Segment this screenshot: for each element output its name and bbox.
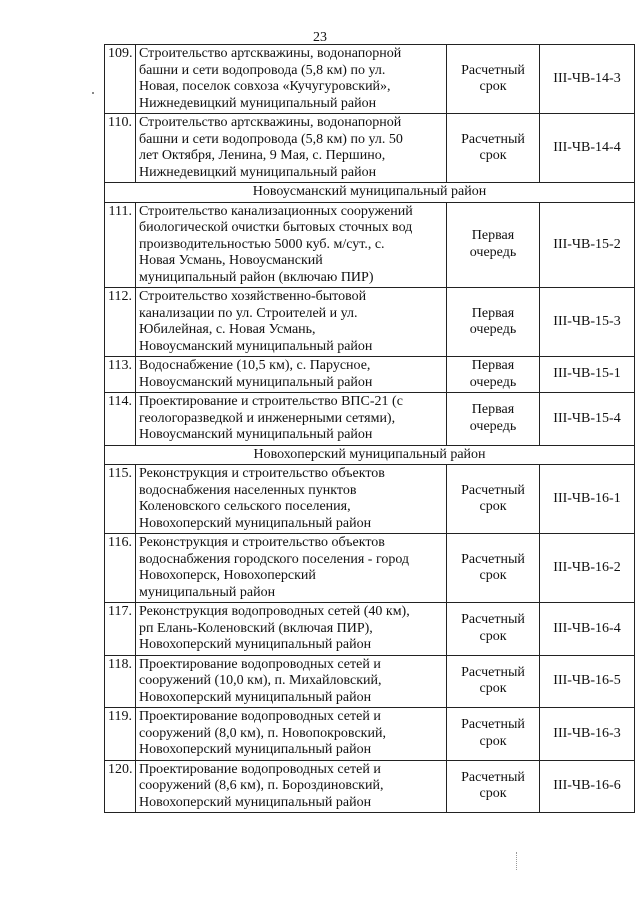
implementation-term	[447, 534, 540, 603]
description-line: башни и сети водопровода (5,8 км) по ул.	[139, 62, 386, 78]
description-line: Реконструкция и строительство объектов	[139, 535, 385, 550]
project-code: III-ЧВ-16-5	[540, 655, 635, 708]
term-line: Расчетный	[461, 62, 525, 78]
project-description	[136, 114, 447, 183]
description-line: Проектирование и строительство ВПС-21 (с	[139, 394, 403, 409]
project-code: III-ЧВ-15-2	[540, 202, 635, 288]
term-line: Первая	[471, 305, 515, 321]
scan-mark	[516, 852, 518, 870]
project-description	[136, 534, 447, 603]
implementation-term	[447, 603, 540, 656]
implementation-term	[447, 202, 540, 288]
implementation-term	[447, 357, 540, 393]
section-title: Новохоперский муниципальный район	[105, 445, 635, 465]
term-line: срок	[479, 786, 507, 802]
table-row	[105, 202, 635, 288]
row-number: 113.	[105, 357, 136, 393]
row-number: 116.	[105, 534, 136, 603]
description-line: Коленовского сельского поселения,	[139, 499, 351, 514]
project-code: III-ЧВ-16-3	[540, 708, 635, 761]
row-number: 119.	[105, 708, 136, 761]
description-line: Строительство артскважины, водонапорной	[139, 115, 402, 130]
project-description	[136, 655, 447, 708]
row-number: 120.	[105, 760, 136, 813]
section-row	[105, 445, 635, 465]
page-number: 23	[313, 30, 327, 45]
description-line: муниципальный район (включаю ПИР)	[139, 269, 374, 285]
project-code: III-ЧВ-14-3	[540, 45, 635, 114]
project-description	[136, 603, 447, 656]
table-row	[105, 708, 635, 761]
implementation-term	[447, 465, 540, 534]
description-line: водоснабжения городского поселения - город	[139, 551, 410, 567]
description-line: Новая, поселок совхоза «Кучугуровский»,	[139, 79, 391, 94]
implementation-term	[447, 288, 540, 357]
row-number: 114.	[105, 393, 136, 446]
description-line: Проектирование водопроводных сетей и	[139, 656, 381, 672]
description-line: водоснабжения населенных пунктов	[139, 482, 357, 498]
term-line: Первая	[471, 228, 515, 244]
project-description	[136, 45, 447, 114]
description-line: геологоразведкой и инженерными сетями),	[139, 410, 396, 426]
description-line: Строительство артскважины, водонапорной	[139, 46, 402, 61]
table-row	[105, 114, 635, 183]
project-description	[136, 393, 447, 446]
description-line: Новохоперский муниципальный район	[139, 515, 372, 531]
row-number: 118.	[105, 655, 136, 708]
project-description	[136, 465, 447, 534]
projects-table	[104, 44, 635, 813]
table-row	[105, 603, 635, 656]
project-code: III-ЧВ-16-6	[540, 760, 635, 813]
description-line: производительностью 5000 куб. м/сут., с.	[139, 236, 385, 252]
term-line: Расчетный	[461, 551, 525, 567]
term-line: срок	[479, 499, 507, 514]
implementation-term	[447, 114, 540, 183]
term-line: очередь	[469, 418, 517, 434]
term-line: очередь	[469, 322, 517, 337]
description-line: муниципальный район	[139, 584, 276, 600]
description-line: Реконструкция водопроводных сетей (40 км),	[139, 604, 410, 619]
project-code: III-ЧВ-15-1	[540, 357, 635, 393]
table-row	[105, 357, 635, 393]
description-line: Новоусманский муниципальный район	[139, 338, 373, 354]
term-line: срок	[479, 568, 507, 583]
table-row	[105, 45, 635, 114]
description-line: сооружений (10,0 км), п. Михайловский,	[139, 673, 382, 688]
description-line: Строительство канализационных сооружений	[139, 203, 413, 219]
term-line: Первая	[471, 402, 515, 418]
project-code: III-ЧВ-14-4	[540, 114, 635, 183]
implementation-term	[447, 393, 540, 446]
project-code: III-ЧВ-15-3	[540, 288, 635, 357]
description-line: канализации по ул. Строителей и ул.	[139, 305, 358, 321]
term-line: Расчетный	[461, 769, 525, 785]
description-line: Строительство хозяйственно-бытовой	[139, 289, 367, 304]
term-line: срок	[479, 79, 507, 94]
description-line: Новохоперск, Новохоперский	[139, 568, 316, 583]
row-number: 112.	[105, 288, 136, 357]
description-line: лет Октября, Ленина, 9 Мая, с. Першино,	[139, 148, 386, 163]
project-description	[136, 288, 447, 357]
project-description	[136, 760, 447, 813]
implementation-term	[447, 760, 540, 813]
description-line: Новохоперский муниципальный район	[139, 794, 372, 810]
table-row	[105, 288, 635, 357]
term-line: срок	[479, 733, 507, 749]
description-line: башни и сети водопровода (5,8 км) по ул. 50	[139, 131, 403, 147]
description-line: рп Елань-Коленовский (включая ПИР),	[139, 620, 373, 636]
scan-speck	[92, 92, 94, 94]
description-line: сооружений (8,6 км), п. Бороздиновский,	[139, 778, 384, 793]
term-line: Расчетный	[461, 131, 525, 147]
project-description	[136, 708, 447, 761]
table-row	[105, 534, 635, 603]
projects-table-body	[105, 45, 635, 813]
description-line: Проектирование водопроводных сетей и	[139, 709, 381, 724]
project-code: III-ЧВ-16-2	[540, 534, 635, 603]
project-description	[136, 357, 447, 393]
term-line: Первая	[471, 358, 515, 373]
description-line: сооружений (8,0 км), п. Новопокровский,	[139, 725, 386, 741]
implementation-term	[447, 45, 540, 114]
table-row	[105, 393, 635, 446]
section-title: Новоусманский муниципальный район	[105, 183, 635, 203]
project-code: III-ЧВ-16-1	[540, 465, 635, 534]
description-line: Реконструкция и строительство объектов	[139, 466, 385, 481]
term-line: срок	[479, 628, 507, 644]
table-row	[105, 465, 635, 534]
row-number: 117.	[105, 603, 136, 656]
row-number: 109.	[105, 45, 136, 114]
term-line: срок	[479, 681, 507, 697]
description-line: Нижнедевицкий муниципальный район	[139, 164, 377, 180]
term-line: срок	[479, 148, 507, 163]
term-line: Расчетный	[461, 482, 525, 498]
description-line: Водоснабжение (10,5 км), с. Парусное,	[139, 358, 371, 373]
term-line: очередь	[469, 374, 517, 390]
description-line: Новохоперский муниципальный район	[139, 637, 372, 652]
section-row	[105, 183, 635, 203]
row-number: 115.	[105, 465, 136, 534]
description-line: Нижнедевицкий муниципальный район	[139, 95, 377, 111]
row-number: 110.	[105, 114, 136, 183]
description-line: Новохоперский муниципальный район	[139, 689, 372, 705]
project-code: III-ЧВ-15-4	[540, 393, 635, 446]
description-line: Проектирование водопроводных сетей и	[139, 761, 381, 777]
row-number: 111.	[105, 202, 136, 288]
implementation-term	[447, 708, 540, 761]
description-line: Новохоперский муниципальный район	[139, 742, 372, 757]
term-line: очередь	[469, 244, 517, 260]
description-line: Новоусманский муниципальный район	[139, 374, 373, 390]
description-line: Новая Усмань, Новоусманский	[139, 253, 323, 268]
table-row	[105, 760, 635, 813]
table-row	[105, 655, 635, 708]
description-line: биологической очистки бытовых сточных вод	[139, 220, 413, 235]
term-line: Расчетный	[461, 612, 525, 628]
project-code: III-ЧВ-16-4	[540, 603, 635, 656]
description-line: Новоусманский муниципальный район	[139, 427, 373, 442]
term-line: Расчетный	[461, 664, 525, 680]
description-line: Юбилейная, с. Новая Усмань,	[139, 322, 316, 337]
project-description	[136, 202, 447, 288]
term-line: Расчетный	[461, 717, 525, 733]
implementation-term	[447, 655, 540, 708]
